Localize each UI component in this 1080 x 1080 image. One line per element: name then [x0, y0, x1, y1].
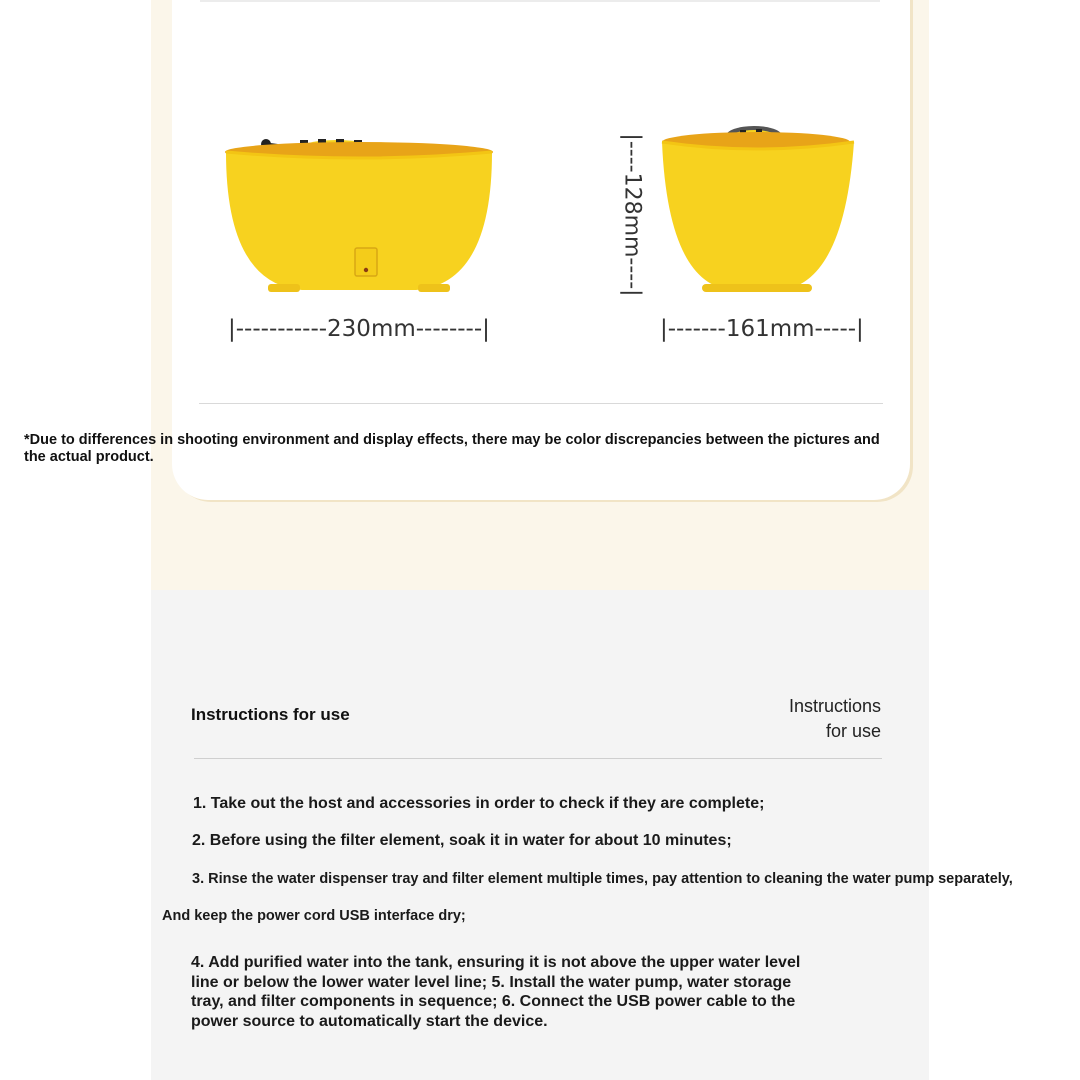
instructions-divider: [194, 758, 882, 759]
instruction-steps-4-6: 4. Add purified water into the tank, ensuring it is not above the upper water level line or below the lower water level line; 5. Install the water pump, water storage tray, and filter components in sequence; 6. Connect the USB power cable to the power source to automatically start the device.: [191, 954, 801, 1030]
width-dimension-label: |-----------230mm--------|: [228, 316, 490, 342]
card-top-rule: [200, 0, 880, 2]
height-dimension: [612, 132, 652, 298]
instruction-step-3: 3. Rinse the water dispenser tray and filter element multiple times, pay attention to cleaning the water pump separately,: [192, 871, 1013, 887]
depth-dimension-label: |-------161mm-----|: [660, 316, 864, 342]
instructions-title-right-line1: Instructions: [788, 696, 881, 716]
card-divider: [199, 403, 883, 404]
instructions-title-right: [789, 694, 881, 744]
height-dimension-label: |----128mm----|: [619, 133, 645, 297]
instruction-step-1: 1. Take out the host and accessories in order to check if they are complete;: [193, 795, 765, 812]
fountain-side-view-image: [660, 120, 858, 296]
instructions-title: Instructions for use: [191, 705, 350, 724]
instruction-step-2: 2. Before using the filter element, soak it in water for about 10 minutes;: [192, 832, 732, 849]
color-disclaimer: *Due to differences in shooting environment and display effects, there may be color discrepancies between the pictures and the actual product.: [24, 432, 880, 465]
instruction-step-3-continued: And keep the power cord USB interface dry;: [162, 908, 466, 924]
fountain-front-view-image: [222, 134, 496, 298]
instructions-title-right-line2: for use: [825, 721, 881, 741]
